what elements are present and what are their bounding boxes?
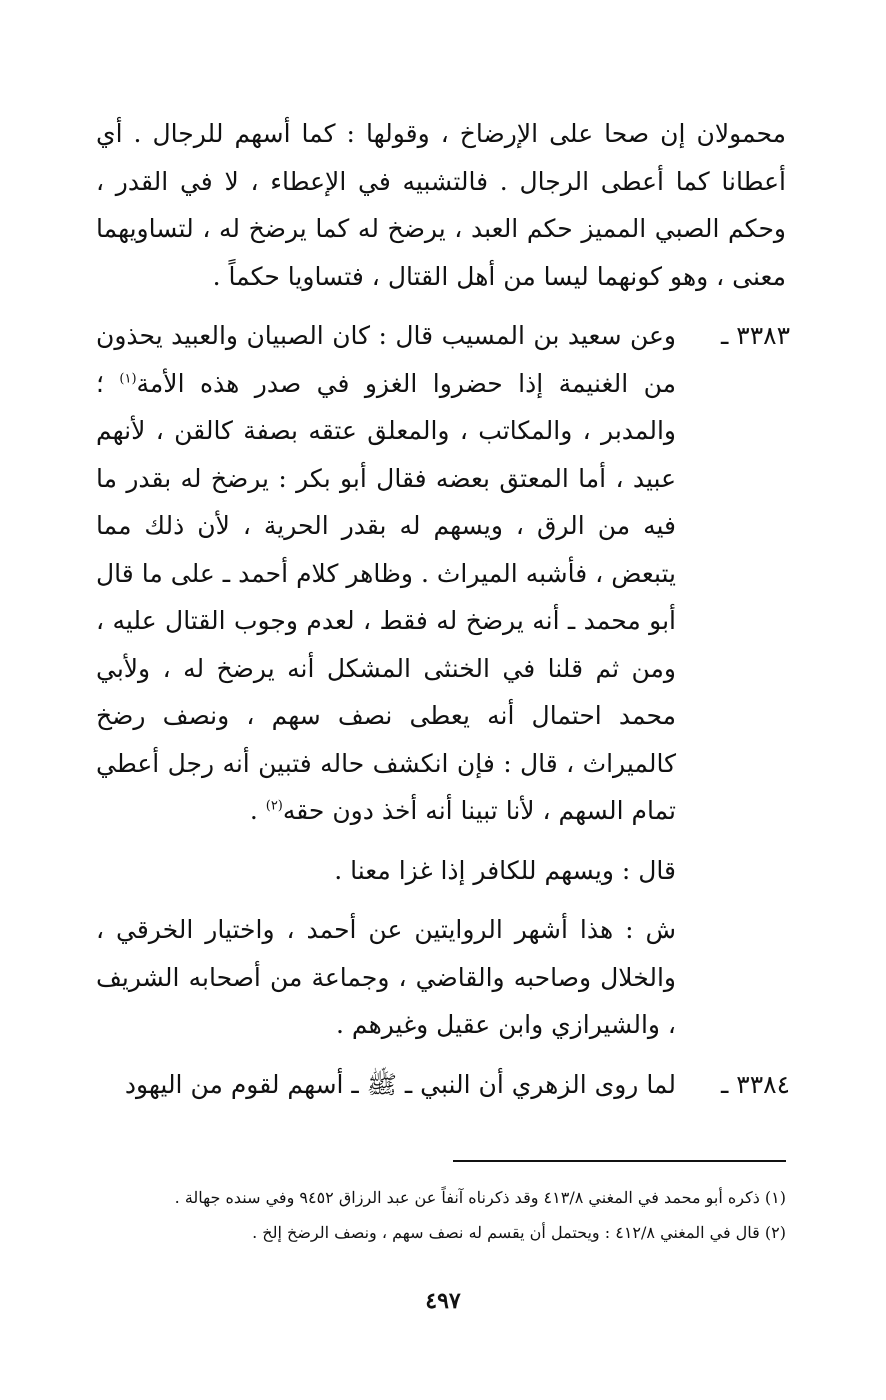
main-text: [96, 110, 790, 1108]
hadith-3383: [96, 312, 790, 835]
footnote-ref-1: (١): [119, 371, 137, 387]
hadith-text: [96, 312, 676, 835]
footnotes: [96, 1180, 786, 1250]
hadith-3384: [96, 1061, 790, 1109]
hadith-number: ٣٣٨٣ ـ: [721, 321, 790, 350]
page-number: ٤٩٧: [425, 1288, 461, 1314]
matn-statement: [96, 847, 676, 895]
footnote-1: (١) ذكره أبو محمد في المغني ٤١٣/٨ وقد ذكرناه آنفاً عن عبد الرزاق ٩٤٥٢ وفي سنده جهالة .: [174, 1188, 786, 1207]
sharh-paragraph: [96, 906, 676, 1049]
footnote-ref-2: (٢): [265, 798, 283, 814]
paragraph-continuation: [96, 110, 786, 300]
sharh-text: ش : هذا أشهر الروايتين عن أحمد ، واختيار الخرقي ، والخلال وصاحبه والقاضي ، وجماعة من أصحابه الشريف ، والشيرازي وابن عقيل وغيرهم .: [96, 915, 676, 1039]
paragraph-text: محمولان إن صحا على الإرضاخ ، وقولها : كما أسهم للرجال . أي أعطانا كما أعطى الرجال . فالتشبيه في الإعطاء ، لا في القدر ، وحكم الصبي المميز حكم العبد ، يرضخ له كما يرضخ له ، لتساويهما معنى ، وهو كونهما ليسا من أهل القتال ، فتساويا حكماً .: [96, 119, 786, 291]
hadith-number: ٣٣٨٤ ـ: [721, 1069, 790, 1099]
footnote-2: (٢) قال في المغني ٤١٢/٨ : ويحتمل أن يقسم له نصف سهم ، ونصف الرضخ إلخ .: [252, 1223, 786, 1242]
hadith-text-end: .: [249, 796, 266, 825]
footnote-separator: [453, 1160, 786, 1162]
hadith-text-part-1: وعن سعيد بن المسيب قال : كان الصبيان والعبيد يحذون من الغنيمة إذا حضروا الغزو في صدر هذه الأمة: [96, 321, 676, 398]
hadith-text-part-2: ؛ والمدبر ، والمكاتب ، والمعلق عتقه بصفة كالقن ، لأنهم عبيد ، أما المعتق بعضه فقال أبو بكر : يرضخ له بقدر ما فيه من الرق ، ويسهم له بقدر الحرية ، لأن ذلك مما يتبعض ، فأشبه الميراث . وظاهر كلام أحمد ـ على ما قال أبو محمد ـ أنه يرضخ له فقط ، لعدم وجوب القتال عليه ، ومن ثم قلنا في الخنثى المشكل أنه يرضخ له ، ولأبي محمد احتمال أنه يعطى نصف سهم ، ونصف رضخ كالميراث ، قال : فإن انكشف حاله فتبين أنه رجل أعطي تمام السهم ، لأنا تبينا أنه أخذ دون حقه: [96, 368, 676, 825]
hadith-text: لما روى الزهري أن النبي ـ ﷺ ـ أسهم لقوم من اليهود: [124, 1069, 676, 1099]
matn-text: قال : ويسهم للكافر إذا غزا معنا .: [334, 855, 676, 885]
